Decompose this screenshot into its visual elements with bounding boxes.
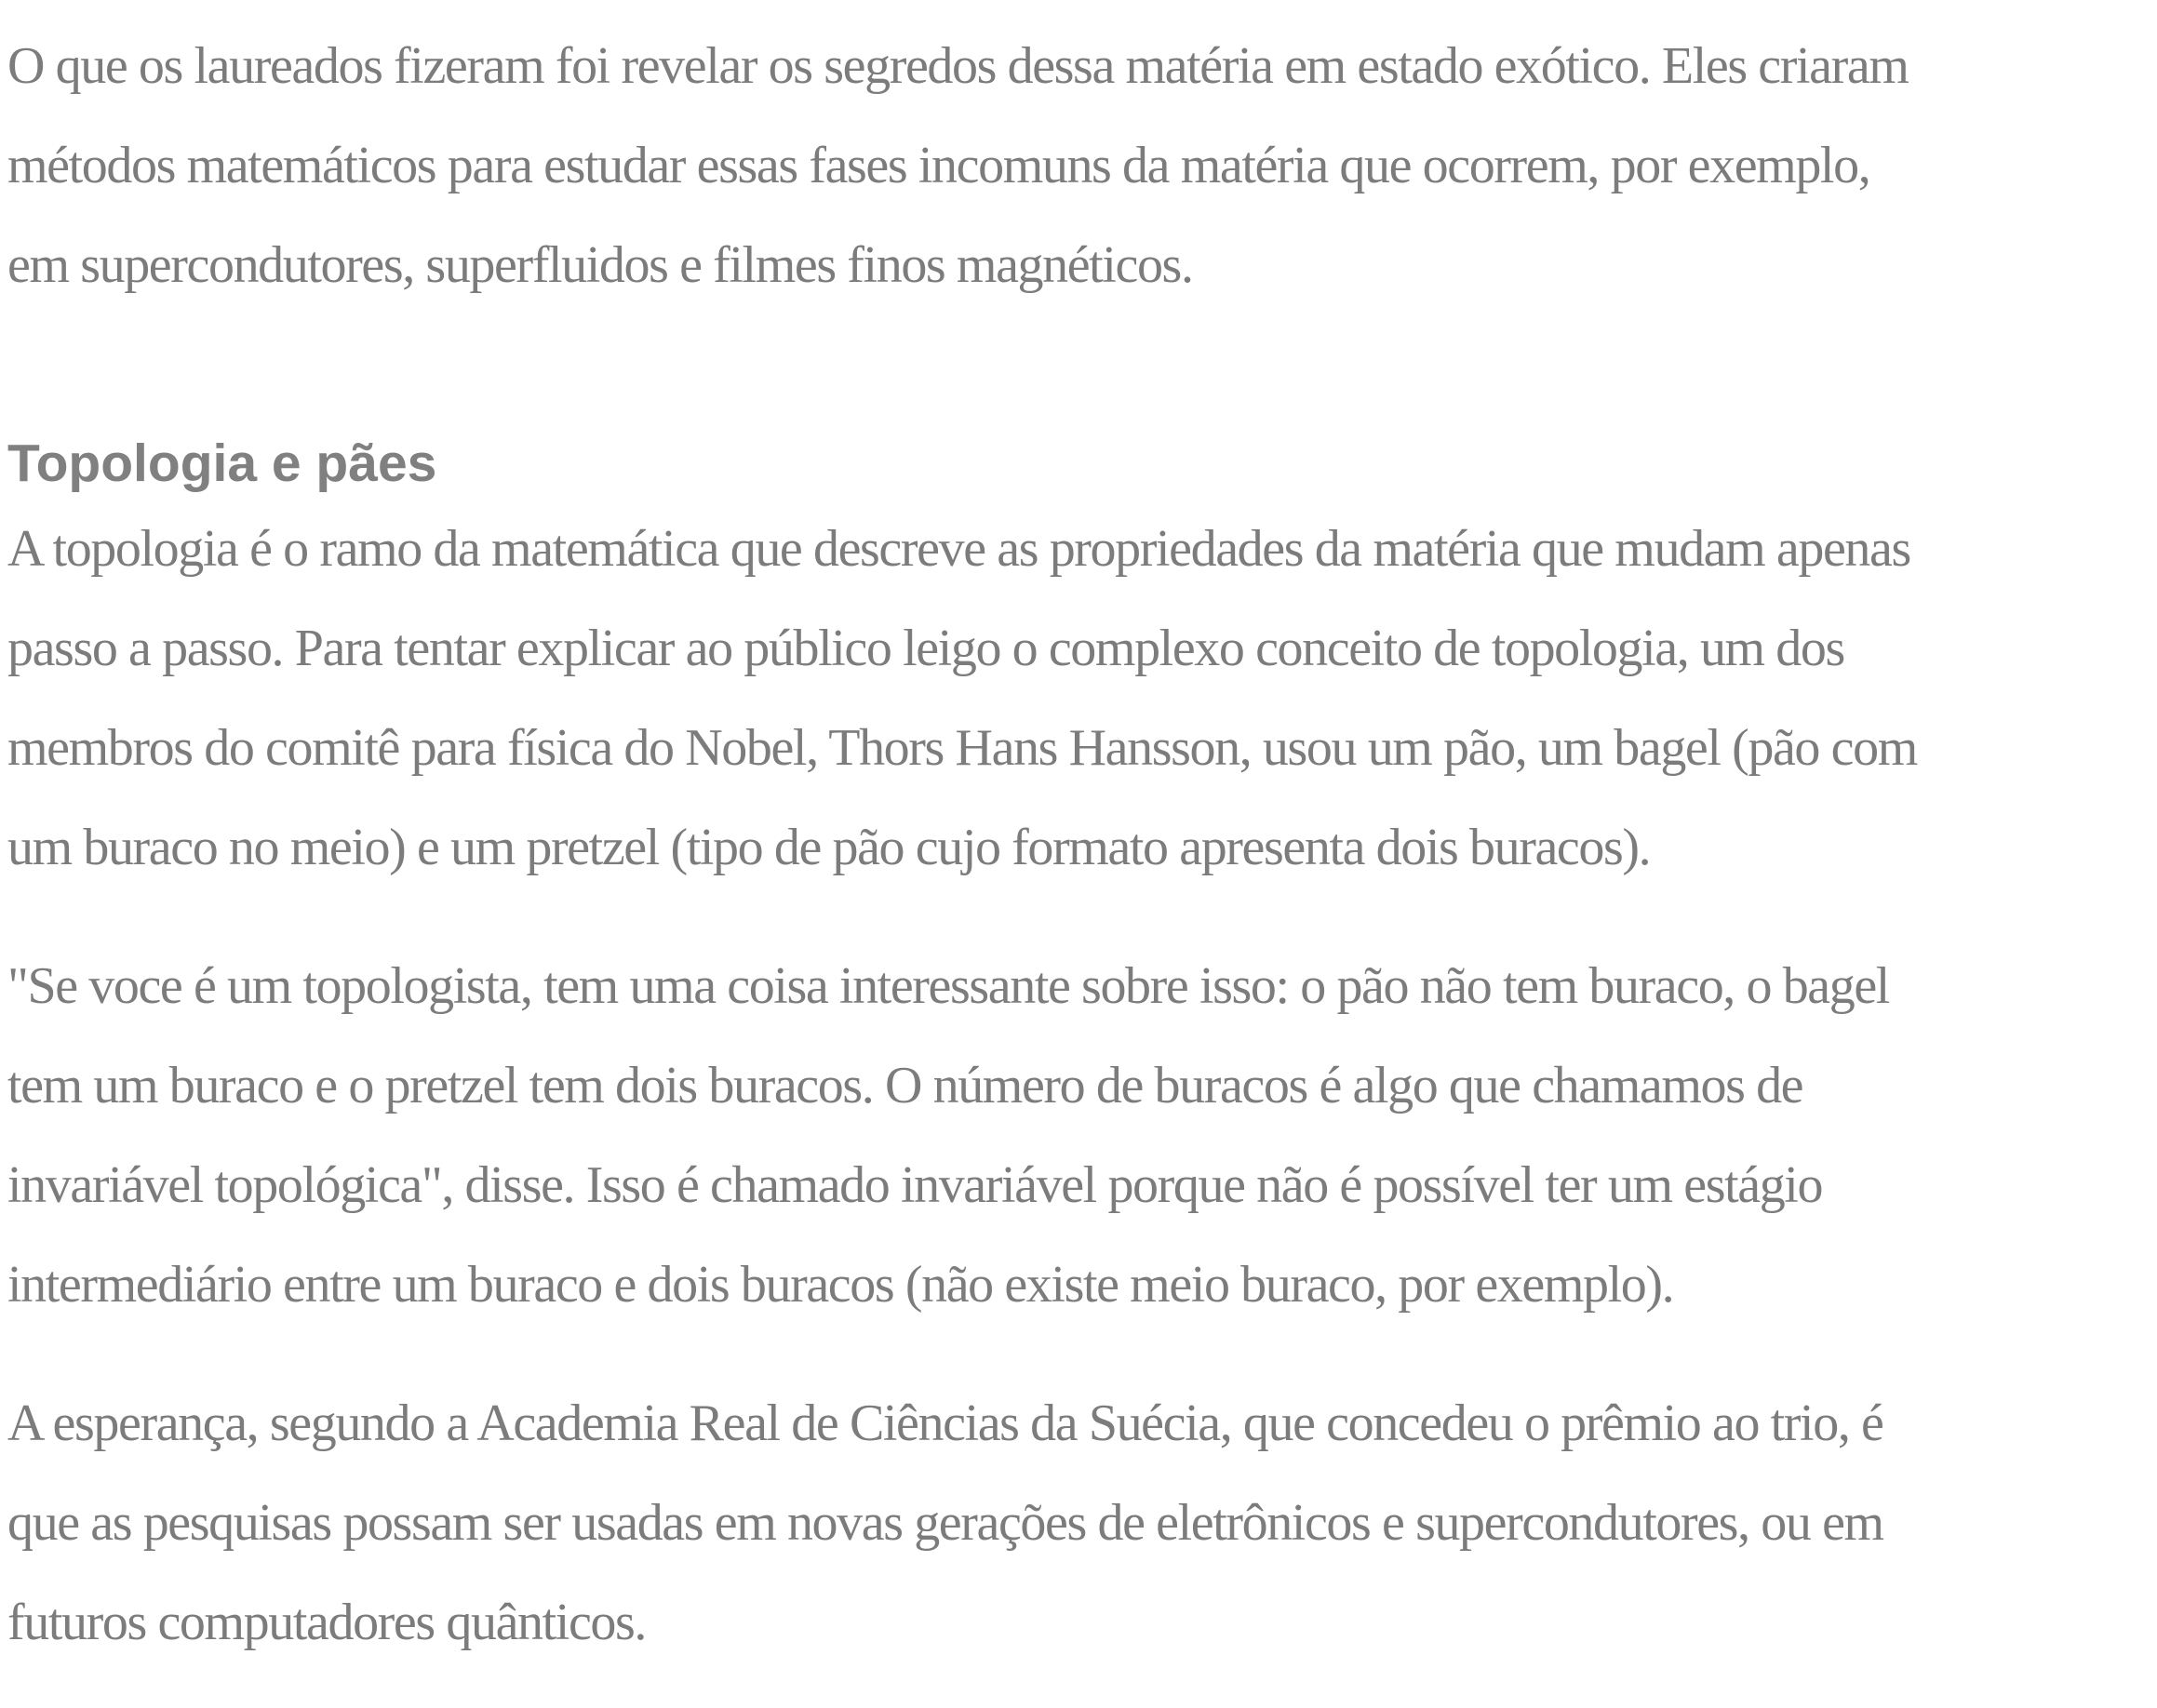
- text-line: A topologia é o ramo da matemática que descreve as propriedades da matéria que mudam apenas: [7, 520, 1910, 578]
- section-heading: Topologia e pães: [7, 434, 437, 493]
- paragraph-intro: [7, 17, 2157, 315]
- text-line: métodos matemáticos para estudar essas fases incomuns da matéria que ocorrem, por exemplo,: [7, 137, 1870, 194]
- text-line: "Se voce é um topologista, tem uma coisa interessante sobre isso: o pão não tem buraco, o bagel: [7, 957, 1889, 1015]
- text-line: tem um buraco e o pretzel tem dois buracos. O número de buracos é algo que chamamos de: [7, 1057, 1803, 1114]
- text-line: invariável topológica", disse. Isso é chamado invariável porque não é possível ter um estágio: [7, 1156, 1823, 1214]
- paragraph-topology: [7, 500, 2157, 898]
- paragraph-quote: [7, 937, 2157, 1335]
- text-line: A esperança, segundo a Academia Real de Ciências da Suécia, que concedeu o prêmio ao trio, é: [7, 1394, 1883, 1452]
- text-line: passo a passo. Para tentar explicar ao público leigo o complexo conceito de topologia, um dos: [7, 620, 1844, 677]
- text-line: O que os laureados fizeram foi revelar os segredos dessa matéria em estado exótico. Eles criaram: [7, 37, 1909, 95]
- paragraph-conclusion: [7, 1374, 2157, 1673]
- text-line: membros do comitê para física do Nobel, Thors Hans Hansson, usou um pão, um bagel (pão com: [7, 719, 1917, 777]
- text-line: que as pesquisas possam ser usadas em novas gerações de eletrônicos e supercondutores, ou em: [7, 1494, 1883, 1552]
- text-line: em supercondutores, superfluidos e filmes finos magnéticos.: [7, 236, 1193, 294]
- text-line: um buraco no meio) e um pretzel (tipo de pão cujo formato apresenta dois buracos).: [7, 819, 1651, 876]
- text-line: intermediário entre um buraco e dois buracos (não existe meio buraco, por exemplo).: [7, 1256, 1674, 1314]
- text-line: futuros computadores quânticos.: [7, 1594, 646, 1651]
